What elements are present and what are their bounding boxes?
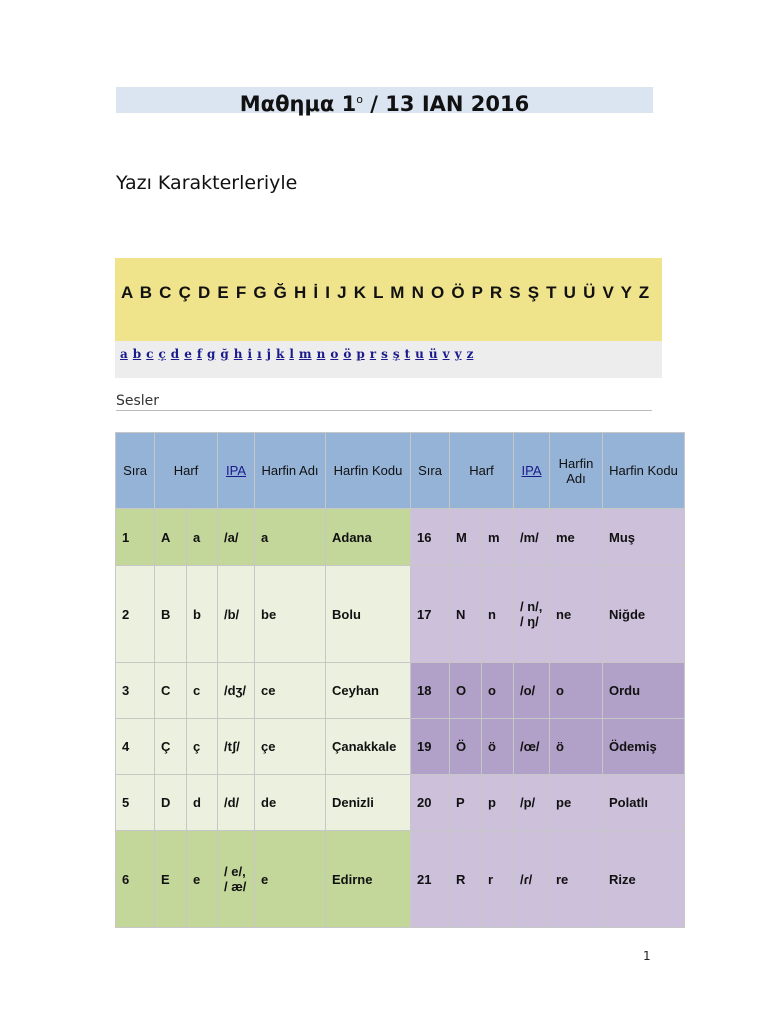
- header-harf-2: Harf: [450, 433, 514, 509]
- table-row: [116, 775, 685, 831]
- alphabet-letter-link[interactable]: d: [170, 347, 180, 361]
- table-row: [116, 566, 685, 663]
- cell-harfin-kodu: Niğde: [603, 566, 685, 663]
- cell-harfin-kodu: Adana: [326, 509, 411, 566]
- cell-harfin-kodu: Muş: [603, 509, 685, 566]
- cell-harf-lower: e: [187, 831, 218, 928]
- cell-harfin-adi: pe: [550, 775, 603, 831]
- alphabet-letter-link[interactable]: k: [275, 347, 285, 361]
- cell-harf-upper: E: [155, 831, 187, 928]
- cell-harfin-kodu: Ordu: [603, 663, 685, 719]
- alphabet-uppercase: A B C Ç D E F G Ğ H İ I J K L M N O Ö P R S Ş T U Ü V Y Z: [115, 258, 662, 341]
- title-rest: / 13 ΙΑΝ 2016: [363, 92, 530, 116]
- cell-harf-lower: ö: [482, 719, 514, 775]
- subtitle: Yazı Karakterleriyle: [116, 172, 298, 194]
- cell-ipa: / n/, / ŋ/: [514, 566, 550, 663]
- page-number: 1: [643, 949, 651, 963]
- alphabet-letter-link[interactable]: p: [356, 347, 365, 361]
- alphabet-letter-link[interactable]: ı: [257, 347, 262, 361]
- cell-harfin-kodu: Bolu: [326, 566, 411, 663]
- cell-harf-lower: ç: [187, 719, 218, 775]
- cell-ipa: /tʃ/: [218, 719, 255, 775]
- cell-harf-upper: R: [450, 831, 482, 928]
- cell-harf-lower: b: [187, 566, 218, 663]
- alphabet-letter-link[interactable]: n: [316, 347, 326, 361]
- cell-harf-upper: Ç: [155, 719, 187, 775]
- cell-sira: 21: [411, 831, 450, 928]
- cell-harfin-kodu: Edirne: [326, 831, 411, 928]
- header-harfin-kodu-2: Harfin Kodu: [603, 433, 685, 509]
- cell-harfin-adi: ö: [550, 719, 603, 775]
- alphabet-box: [115, 258, 662, 378]
- cell-sira: 6: [116, 831, 155, 928]
- cell-harf-lower: a: [187, 509, 218, 566]
- cell-ipa: /ɾ/: [514, 831, 550, 928]
- cell-sira: 18: [411, 663, 450, 719]
- cell-harfin-kodu: Denizli: [326, 775, 411, 831]
- alphabet-letter-link[interactable]: ö: [343, 347, 352, 361]
- cell-harf-upper: P: [450, 775, 482, 831]
- cell-harfin-adi: ce: [255, 663, 326, 719]
- title-superscript: ο: [356, 93, 363, 106]
- cell-harf-lower: m: [482, 509, 514, 566]
- ipa-link-2[interactable]: IPA: [521, 463, 542, 478]
- header-sira-2: Sıra: [411, 433, 450, 509]
- table-row: [116, 509, 685, 566]
- section-label-sesler: Sesler: [116, 393, 652, 411]
- cell-harfin-adi: çe: [255, 719, 326, 775]
- cell-harfin-adi: ne: [550, 566, 603, 663]
- header-harfin-adi: Harfin Adı: [255, 433, 326, 509]
- header-harfin-adi-2: Harfin Adı: [550, 433, 603, 509]
- title-main: Μαθημα 1: [239, 92, 357, 116]
- header-ipa-2: [514, 433, 550, 509]
- header-harfin-kodu: Harfin Kodu: [326, 433, 411, 509]
- cell-harf-upper: A: [155, 509, 187, 566]
- cell-harfin-adi: e: [255, 831, 326, 928]
- cell-harfin-adi: me: [550, 509, 603, 566]
- alphabet-letter-link[interactable]: h: [233, 347, 243, 361]
- alphabet-letter-link[interactable]: ş: [392, 347, 400, 361]
- table-header-row: [116, 433, 685, 509]
- header-sira: Sıra: [116, 433, 155, 509]
- cell-harfin-kodu: Rize: [603, 831, 685, 928]
- table-row: [116, 719, 685, 775]
- alphabet-letter-link[interactable]: m: [298, 347, 312, 361]
- alphabet-letter-link[interactable]: y: [454, 347, 462, 361]
- alphabet-letter-link[interactable]: v: [442, 347, 450, 361]
- alphabet-letter-link[interactable]: z: [466, 347, 474, 361]
- cell-ipa: /p/: [514, 775, 550, 831]
- document-title: [116, 87, 653, 116]
- cell-harf-upper: B: [155, 566, 187, 663]
- cell-harf-upper: N: [450, 566, 482, 663]
- cell-sira: 1: [116, 509, 155, 566]
- cell-sira: 20: [411, 775, 450, 831]
- cell-harf-lower: n: [482, 566, 514, 663]
- alphabet-letter-link[interactable]: e: [184, 347, 192, 361]
- table-row: [116, 831, 685, 928]
- cell-ipa: /b/: [218, 566, 255, 663]
- alphabet-letter-link[interactable]: g: [207, 347, 216, 361]
- cell-sira: 19: [411, 719, 450, 775]
- alphabet-lowercase-links: [115, 341, 662, 378]
- cell-ipa: / e/, / æ/: [218, 831, 255, 928]
- cell-harfin-adi: o: [550, 663, 603, 719]
- alphabet-letter-link[interactable]: t: [404, 347, 411, 361]
- alphabet-letter-link[interactable]: ç: [158, 347, 166, 361]
- cell-harfin-adi: de: [255, 775, 326, 831]
- cell-harfin-kodu: Çanakkale: [326, 719, 411, 775]
- cell-harf-lower: p: [482, 775, 514, 831]
- cell-sira: 2: [116, 566, 155, 663]
- cell-harf-upper: D: [155, 775, 187, 831]
- cell-harfin-adi: re: [550, 831, 603, 928]
- sounds-table: [115, 432, 685, 928]
- alphabet-letter-link[interactable]: o: [330, 347, 339, 361]
- alphabet-letter-link[interactable]: ü: [428, 347, 438, 361]
- cell-ipa: /dʒ/: [218, 663, 255, 719]
- table-row: [116, 663, 685, 719]
- cell-harf-upper: O: [450, 663, 482, 719]
- alphabet-letter-link[interactable]: f: [196, 347, 202, 361]
- cell-sira: 4: [116, 719, 155, 775]
- cell-sira: 5: [116, 775, 155, 831]
- cell-harf-lower: c: [187, 663, 218, 719]
- cell-harf-upper: Ö: [450, 719, 482, 775]
- alphabet-letter-link[interactable]: j: [266, 347, 271, 361]
- alphabet-letter-link[interactable]: a: [120, 347, 128, 361]
- cell-harf-upper: C: [155, 663, 187, 719]
- alphabet-letter-link[interactable]: s: [381, 347, 388, 361]
- cell-ipa: /œ/: [514, 719, 550, 775]
- cell-harfin-kodu: Ceyhan: [326, 663, 411, 719]
- cell-sira: 3: [116, 663, 155, 719]
- cell-ipa: /o/: [514, 663, 550, 719]
- cell-harfin-kodu: Polatlı: [603, 775, 685, 831]
- header-ipa: [218, 433, 255, 509]
- cell-harf-upper: M: [450, 509, 482, 566]
- alphabet-letter-link[interactable]: ğ: [220, 347, 229, 361]
- cell-sira: 16: [411, 509, 450, 566]
- cell-harfin-adi: a: [255, 509, 326, 566]
- cell-harf-lower: d: [187, 775, 218, 831]
- cell-harf-lower: o: [482, 663, 514, 719]
- header-harf: Harf: [155, 433, 218, 509]
- cell-ipa: /d/: [218, 775, 255, 831]
- cell-harf-lower: r: [482, 831, 514, 928]
- alphabet-letter-link[interactable]: b: [132, 347, 142, 361]
- alphabet-letter-link[interactable]: i: [247, 347, 253, 361]
- cell-harfin-kodu: Ödemiş: [603, 719, 685, 775]
- ipa-link[interactable]: IPA: [226, 463, 246, 478]
- alphabet-letter-link[interactable]: c: [146, 347, 154, 361]
- cell-ipa: /a/: [218, 509, 255, 566]
- cell-ipa: /m/: [514, 509, 550, 566]
- alphabet-letter-link[interactable]: u: [415, 347, 424, 361]
- cell-sira: 17: [411, 566, 450, 663]
- alphabet-letter-link[interactable]: l: [289, 347, 294, 361]
- alphabet-letter-link[interactable]: r: [369, 347, 377, 361]
- cell-harfin-adi: be: [255, 566, 326, 663]
